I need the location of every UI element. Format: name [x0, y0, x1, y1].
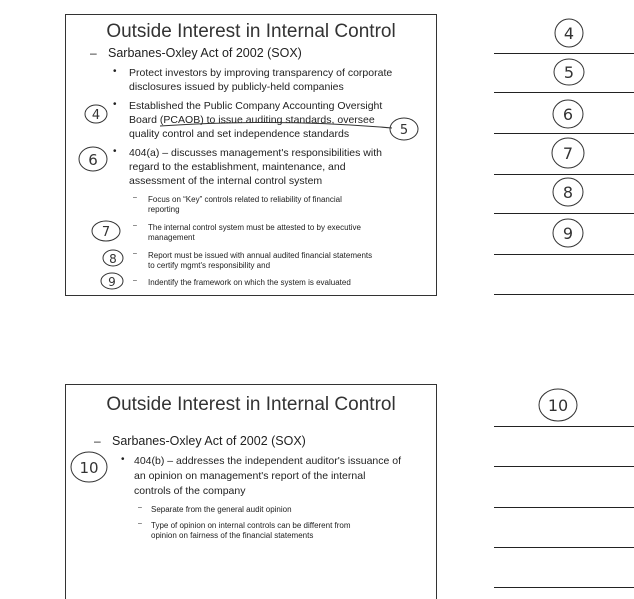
sub-2-line-1: Type of opinion on internal controls can be different from — [151, 521, 351, 530]
bullet-3-line-1: 404(a) – discusses management's responsibilities with — [129, 147, 382, 159]
handwritten-circle-7-right — [552, 138, 584, 168]
bullet-marker: • — [113, 99, 117, 110]
sub-1-line-2: reporting — [148, 205, 180, 214]
handwritten-number-5: 5 — [399, 123, 409, 138]
handwritten-number-6: 6 — [88, 151, 98, 169]
bullet-2-line-1: Established the Public Company Accounting Oversight — [129, 100, 383, 112]
dash-marker: – — [138, 520, 142, 527]
slide-1-title: Outside Interest in Internal Control — [106, 21, 396, 42]
handwritten-number-7-right: 7 — [562, 144, 574, 163]
bullet-3-line-3: assessment of the internal control system — [129, 175, 323, 187]
bullet-1-line-2: an opinion on management's report of the internal — [134, 470, 366, 482]
note-line — [494, 254, 634, 255]
sub-4-line-1: Indentify the framework on which the system is evaluated — [148, 278, 351, 287]
note-line — [494, 466, 634, 467]
bullet-1-line-1: 404(b) – addresses the independent auditor's issuance of — [134, 455, 402, 467]
handwritten-number-4: 4 — [91, 108, 101, 123]
bullet-2-line-2: Board (PCAOB) to issue auditing standards, oversee — [129, 114, 375, 126]
note-line — [494, 547, 634, 548]
handwritten-number-10-right: 10 — [547, 396, 569, 415]
dash-marker: – — [133, 222, 137, 229]
handwritten-circle-9-right — [553, 219, 583, 247]
bullet-2-line-3: quality control and set independence standards — [129, 128, 350, 140]
handwritten-number-9-right: 9 — [562, 224, 574, 243]
handwritten-number-10: 10 — [79, 459, 99, 477]
handwritten-number-7: 7 — [101, 225, 111, 240]
sub-2-line-2: opinion on fairness of the financial statements — [151, 531, 314, 540]
handwritten-number-8-right: 8 — [562, 183, 574, 202]
slide-1 — [65, 14, 437, 296]
note-line — [494, 294, 634, 295]
dash-marker: – — [90, 46, 97, 60]
bullet-1-line-3: controls of the company — [134, 485, 246, 497]
sox-heading: Sarbanes-Oxley Act of 2002 (SOX) — [108, 46, 302, 60]
handwritten-number-8: 8 — [109, 252, 117, 266]
slide-2-title: Outside Interest in Internal Control — [106, 394, 396, 415]
handwritten-circle-6-right — [553, 100, 583, 128]
note-line — [494, 53, 634, 54]
dash-marker: – — [94, 434, 101, 448]
bullet-marker: • — [121, 454, 125, 465]
bullet-marker: • — [113, 66, 117, 77]
sub-2-line-1: The internal control system must be attested to by executive — [148, 223, 361, 232]
dash-marker: – — [133, 194, 137, 201]
note-line — [494, 507, 634, 508]
dash-marker: – — [133, 250, 137, 257]
handwritten-circle-10-right — [539, 389, 577, 421]
dash-marker: – — [138, 504, 142, 511]
sub-3-line-2: to certify mgmt's responsibility and — [148, 261, 271, 270]
handwritten-circle-8-right — [553, 178, 583, 206]
bullet-3-line-2: regard to the establishment, maintenance, and — [129, 161, 346, 173]
handwritten-number-6-right: 6 — [562, 105, 574, 124]
handwritten-circle-4-right — [555, 19, 583, 47]
slide-2 — [65, 384, 437, 599]
note-line — [494, 133, 634, 134]
note-line — [494, 587, 634, 588]
note-line — [494, 174, 634, 175]
handwritten-number-4-right: 4 — [563, 24, 575, 43]
bullet-marker: • — [113, 146, 117, 157]
handwritten-number-9: 9 — [108, 275, 116, 289]
note-line — [494, 92, 634, 93]
sox-heading: Sarbanes-Oxley Act of 2002 (SOX) — [112, 434, 306, 448]
note-line — [494, 213, 634, 214]
sub-1-line-1: Separate from the general audit opinion — [151, 505, 292, 514]
sub-3-line-1: Report must be issued with annual audited financial statements — [148, 251, 373, 260]
dash-marker: – — [133, 277, 137, 284]
handwritten-number-5-right: 5 — [563, 63, 575, 82]
sub-2-line-2: management — [148, 233, 195, 242]
sub-1-line-1: Focus on “Key” controls related to reliability of financial — [148, 195, 342, 204]
bullet-1-line-1: Protect investors by improving transparency of corporate — [129, 67, 393, 79]
bullet-1-line-2: disclosures issued by publicly-held companies — [129, 81, 344, 93]
handwritten-circle-5-right — [554, 59, 584, 85]
note-line — [494, 426, 634, 427]
